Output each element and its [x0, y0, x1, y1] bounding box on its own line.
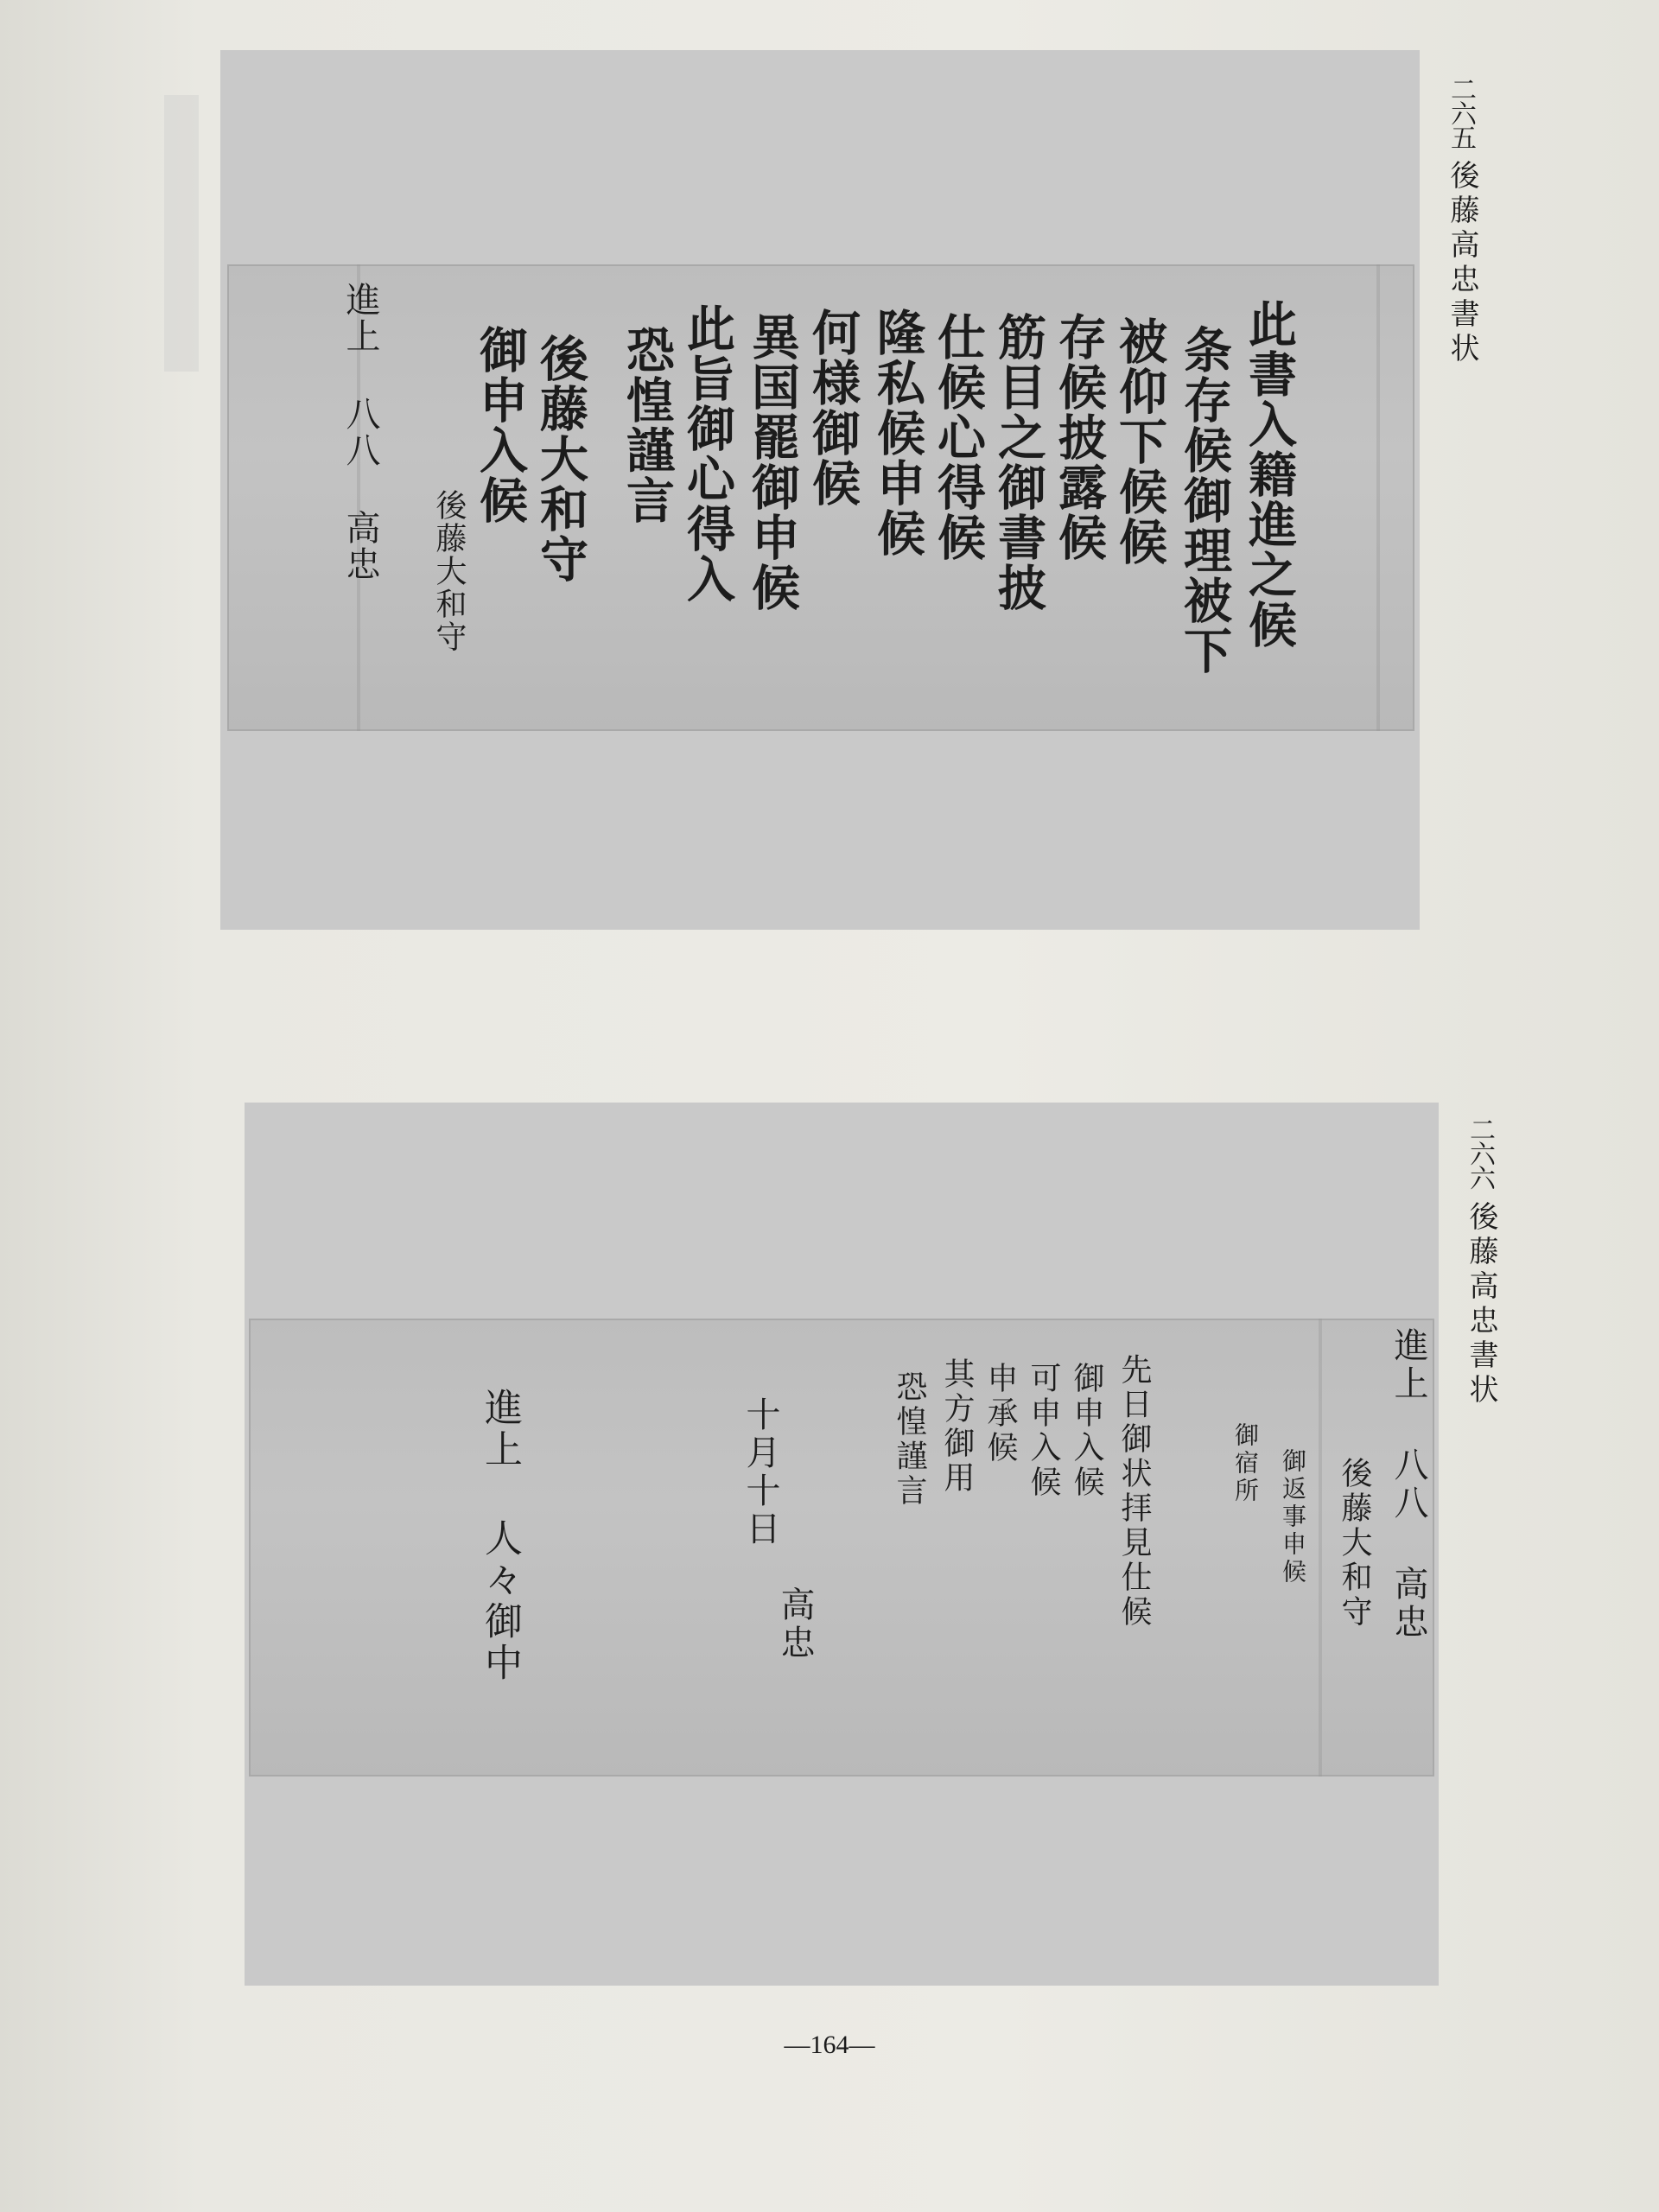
signature: 後藤大和守	[532, 334, 589, 584]
address-line: 進上 人々御中	[478, 1388, 522, 1684]
document-scroll-1	[227, 264, 1414, 731]
handwriting-column: 此旨御心得入	[679, 303, 736, 604]
handwriting-column: 何様御候	[804, 308, 861, 508]
document-plate-1	[220, 50, 1420, 930]
page-number: —164—	[784, 2031, 875, 2059]
handwriting-column: 被仰下候候	[1111, 316, 1168, 567]
handwriting-column: 異国罷御申候	[744, 312, 801, 613]
handwriting-column: 存候披露候	[1051, 312, 1108, 563]
address-line: 進上 八八 高忠	[1389, 1327, 1428, 1642]
handwriting-column: 条存候御理被下	[1176, 325, 1233, 676]
handwriting-column: 其方御用	[939, 1357, 975, 1496]
handwriting-column: 仕候心得候	[930, 312, 987, 563]
sender-name: 後藤大和守	[1337, 1457, 1372, 1630]
letter-date: 十月十日	[741, 1396, 780, 1548]
handwriting-column: 御申入候	[1069, 1362, 1104, 1500]
handwriting-column: 此書入籍進之候	[1241, 299, 1298, 650]
handwriting-column: 隆私候申候	[869, 308, 926, 558]
mount-edge	[1319, 1319, 1322, 1777]
handwriting-column: 可申入候	[1026, 1362, 1061, 1500]
document-number-1: 二六五	[1446, 76, 1476, 149]
address-line: 進上 八八 高忠	[340, 282, 380, 582]
sender-name: 後藤大和守	[431, 489, 467, 653]
handwriting-column: 申承候	[982, 1362, 1018, 1465]
mount-edge	[1376, 264, 1380, 731]
recipient-note: 御返事申候	[1279, 1448, 1307, 1586]
document-title-1: 後藤高忠書状	[1445, 160, 1479, 367]
handwriting-column: 先日御状拝見仕候	[1116, 1353, 1152, 1630]
document-plate-2	[245, 1103, 1439, 1986]
document-scroll-2	[249, 1319, 1434, 1777]
handwriting-column: 恐惶謹言	[619, 325, 676, 525]
handwriting-column: 恐惶謹言	[892, 1370, 927, 1509]
page-stain	[164, 95, 199, 372]
signature: 高忠	[775, 1586, 815, 1662]
recipient-honorific: 御宿所	[1231, 1422, 1260, 1505]
handwriting-column: 御申入候	[472, 325, 529, 525]
handwriting-column: 筋目之御書披	[990, 312, 1047, 613]
document-title-2: 後藤高忠書状	[1464, 1201, 1498, 1408]
document-number-2: 二六六	[1465, 1116, 1495, 1189]
